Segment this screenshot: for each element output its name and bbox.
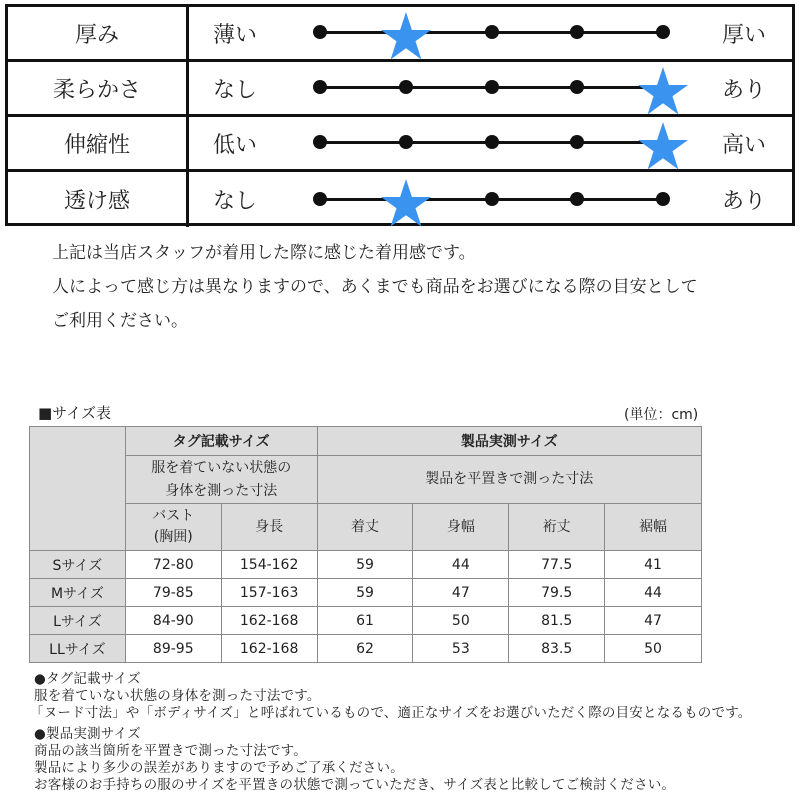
feel-row-sheerness bbox=[8, 172, 792, 227]
scale-dot-icon bbox=[313, 192, 327, 206]
cell-height: 162-168 bbox=[221, 607, 317, 635]
star-icon bbox=[638, 122, 688, 170]
note-line: 上記は当店スタッフが着用した際に感じた着用感です。 bbox=[52, 243, 476, 263]
cell-hem: 50 bbox=[605, 635, 702, 663]
cell-bust: 79-85 bbox=[125, 579, 221, 607]
scale-dot-icon bbox=[485, 25, 499, 39]
feel-scale bbox=[310, 7, 670, 59]
col-header-line: (胸囲) bbox=[153, 529, 193, 545]
size-table bbox=[29, 426, 702, 663]
col-header-height: 身長 bbox=[221, 504, 317, 551]
footnote-line: 服を着ていない状態の身体を測った寸法です。 bbox=[34, 688, 321, 704]
scale-dot-icon bbox=[570, 135, 584, 149]
feel-low-label: なし bbox=[213, 189, 258, 214]
group-desc-product-size: 製品を平置きで測った寸法 bbox=[317, 456, 701, 504]
desc-line: 服を着ていない状態の bbox=[151, 459, 292, 476]
scale-dot-icon bbox=[570, 192, 584, 206]
cell-height: 154-162 bbox=[221, 551, 317, 579]
scale-dot-icon bbox=[399, 80, 413, 94]
cell-hem: 44 bbox=[605, 579, 702, 607]
feel-high-label: 高い bbox=[722, 132, 767, 158]
scale-dot-icon bbox=[485, 135, 499, 149]
footnote-heading-product-size: ●製品実測サイズ bbox=[34, 726, 141, 742]
scale-dot-icon bbox=[485, 192, 499, 206]
cell-body-width: 50 bbox=[413, 607, 509, 635]
col-header-line: バスト bbox=[152, 508, 195, 524]
wear-feel-table bbox=[5, 4, 795, 226]
group-header-tag-size: タグ記載サイズ bbox=[125, 427, 317, 456]
cell-sleeve: 83.5 bbox=[509, 635, 605, 663]
scale-dot-icon bbox=[399, 135, 413, 149]
cell-bust: 72-80 bbox=[125, 551, 221, 579]
feel-high-label: あり bbox=[722, 77, 767, 103]
scale-dot-icon bbox=[485, 80, 499, 94]
table-row bbox=[30, 635, 702, 663]
footnote-heading-tag-size: ●タグ記載サイズ bbox=[34, 671, 141, 687]
scale-dot-icon bbox=[656, 25, 670, 39]
scale-dot-icon bbox=[570, 25, 584, 39]
feel-row-softness bbox=[8, 62, 792, 117]
footnote-line: 「ヌード寸法」や「ボディサイズ」と呼ばれているもので、適正なサイズをお選びいただく際の目安となるものです。 bbox=[30, 705, 752, 721]
feel-label: 柔らかさ bbox=[8, 62, 189, 114]
table-row bbox=[30, 551, 702, 579]
star-icon bbox=[381, 179, 431, 227]
footnote-line: 製品により多少の誤差がありますので予めご了承ください。 bbox=[34, 760, 404, 776]
feel-row-stretch bbox=[8, 117, 792, 172]
row-header-size: Lサイズ bbox=[30, 607, 126, 635]
cell-hem: 41 bbox=[605, 551, 702, 579]
feel-low-label: 薄い bbox=[213, 22, 258, 48]
cell-sleeve: 81.5 bbox=[509, 607, 605, 635]
col-header-length: 着丈 bbox=[317, 504, 413, 551]
scale-dot-icon bbox=[656, 192, 670, 206]
feel-low-label: なし bbox=[213, 77, 258, 103]
corner-cell bbox=[30, 427, 126, 551]
row-header-size: LLサイズ bbox=[30, 635, 126, 663]
table-row bbox=[30, 607, 702, 635]
size-table-caption: ■サイズ表 bbox=[38, 404, 111, 422]
cell-length: 61 bbox=[317, 607, 413, 635]
cell-length: 59 bbox=[317, 551, 413, 579]
feel-label: 厚み bbox=[8, 7, 189, 59]
star-icon bbox=[381, 12, 431, 60]
footnote-line: お客様のお手持ちの服のサイズを平置きの状態で測っていただき、サイズ表と比較してご検討ください。 bbox=[34, 777, 676, 793]
feel-low-label: 低い bbox=[213, 132, 258, 158]
feel-scale bbox=[310, 172, 670, 227]
cell-length: 59 bbox=[317, 579, 413, 607]
col-header-bust bbox=[125, 504, 221, 551]
note-line: 人によって感じ方は異なりますので、あくまでも商品をお選びになる際の目安として bbox=[52, 277, 698, 297]
cell-body-width: 53 bbox=[413, 635, 509, 663]
feel-label: 伸縮性 bbox=[8, 117, 189, 169]
cell-bust: 89-95 bbox=[125, 635, 221, 663]
cell-body-width: 47 bbox=[413, 579, 509, 607]
star-icon bbox=[638, 67, 688, 115]
group-header-product-size: 製品実測サイズ bbox=[317, 427, 701, 456]
cell-height: 162-168 bbox=[221, 635, 317, 663]
feel-row-thickness bbox=[8, 7, 792, 62]
feel-scale bbox=[310, 62, 670, 114]
cell-bust: 84-90 bbox=[125, 607, 221, 635]
row-header-size: Mサイズ bbox=[30, 579, 126, 607]
col-header-hem: 裾幅 bbox=[605, 504, 702, 551]
col-header-sleeve: 裄丈 bbox=[509, 504, 605, 551]
scale-dot-icon bbox=[313, 135, 327, 149]
cell-sleeve: 79.5 bbox=[509, 579, 605, 607]
cell-height: 157-163 bbox=[221, 579, 317, 607]
cell-body-width: 44 bbox=[413, 551, 509, 579]
row-header-size: Sサイズ bbox=[30, 551, 126, 579]
cell-length: 62 bbox=[317, 635, 413, 663]
footnote-line: 商品の該当箇所を平置きで測った寸法です。 bbox=[34, 743, 307, 759]
unit-label: (単位：cm) bbox=[624, 407, 699, 423]
scale-dot-icon bbox=[313, 25, 327, 39]
feel-high-label: あり bbox=[722, 189, 767, 214]
feel-label: 透け感 bbox=[8, 172, 189, 227]
col-header-body-width: 身幅 bbox=[413, 504, 509, 551]
note-line: ご利用ください。 bbox=[52, 311, 188, 331]
desc-line: 身体を測った寸法 bbox=[165, 482, 278, 499]
feel-high-label: 厚い bbox=[722, 22, 767, 48]
cell-hem: 47 bbox=[605, 607, 702, 635]
scale-dot-icon bbox=[570, 80, 584, 94]
scale-dot-icon bbox=[313, 80, 327, 94]
cell-sleeve: 77.5 bbox=[509, 551, 605, 579]
feel-scale bbox=[310, 117, 670, 169]
table-row bbox=[30, 579, 702, 607]
group-desc-tag-size bbox=[125, 456, 317, 504]
